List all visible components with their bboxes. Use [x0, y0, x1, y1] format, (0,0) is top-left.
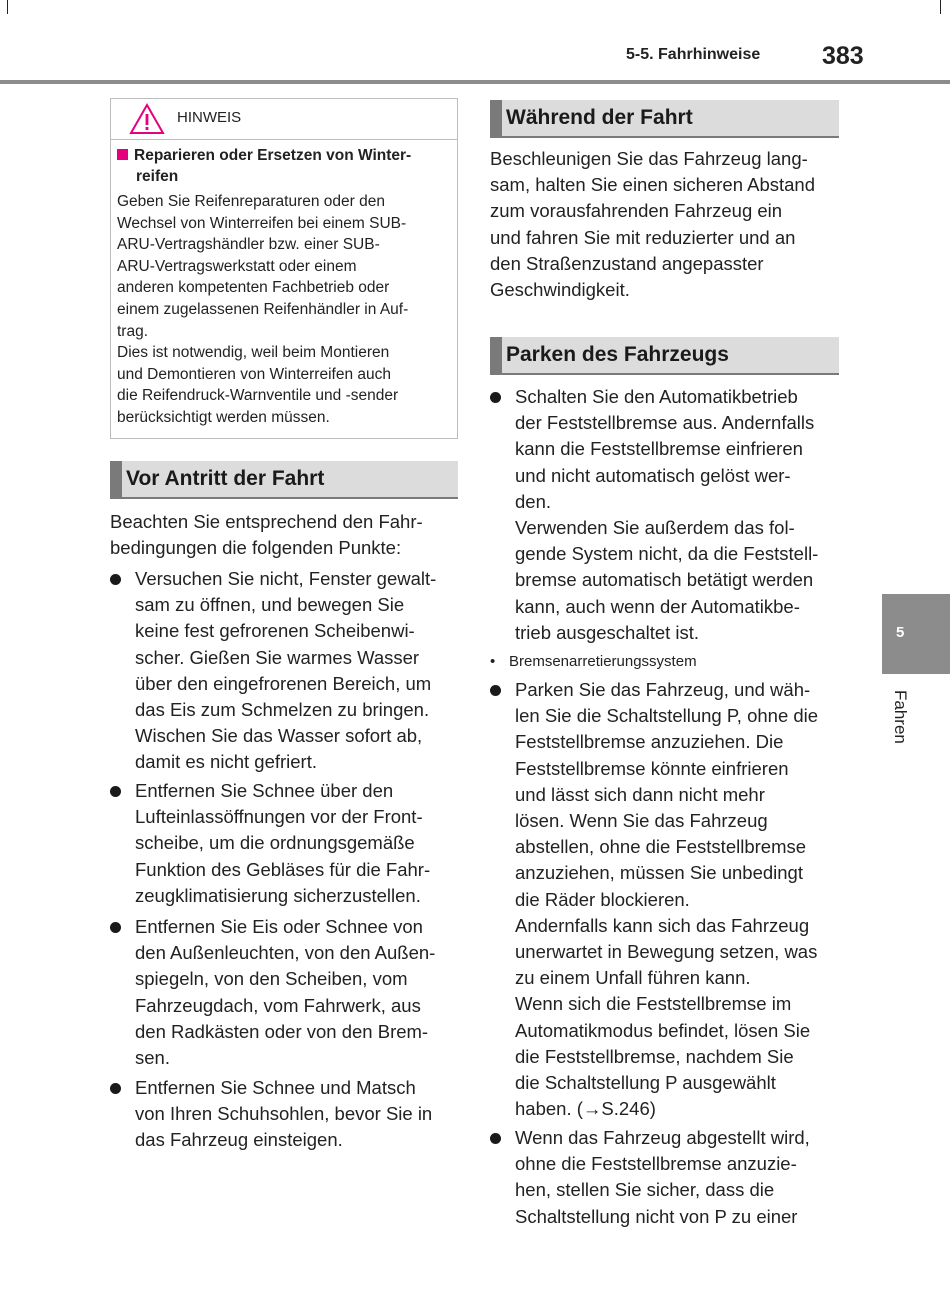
bullet-line: scheibe, um die ordnungsgemäße [135, 832, 415, 854]
notice-body-line: anderen kompetenten Fachbetrieb oder [117, 279, 390, 297]
paragraph-line: Geschwindigkeit. [490, 279, 630, 301]
bullet-dot-icon [110, 574, 121, 585]
bullet-text [135, 914, 435, 1071]
heading-text: Während der Fahrt [506, 106, 693, 129]
bullet-line: und lässt sich dann nicht mehr [515, 783, 765, 805]
bullet-line: ohne die Feststellbremse anzuzie- [515, 1153, 797, 1175]
chapter-number: 5 [896, 624, 905, 641]
warning-triangle-icon [129, 103, 165, 135]
bullet-line: Wenn sich die Feststellbremse im [515, 993, 792, 1015]
bullet-text [515, 1125, 810, 1230]
paragraph-line: Beschleunigen Sie das Fahrzeug lang- [490, 148, 808, 169]
bullet-line: damit es nicht gefriert. [135, 751, 317, 773]
bullet-line: von Ihren Schuhsohlen, bevor Sie in [135, 1103, 433, 1125]
bullet-line: Schaltstellung nicht von P zu einer [515, 1205, 798, 1227]
bullet-line: len Sie die Schaltstellung P, ohne die [515, 705, 819, 727]
bullet-line: Wenn das Fahrzeug abgestellt wird, [515, 1127, 810, 1148]
small-bullet-icon: • [490, 653, 496, 670]
bullet-line: Funktion des Gebläses für die Fahr- [135, 858, 431, 880]
bullet-line: den Radkästen oder von den Brem- [135, 1020, 429, 1042]
notice-body-line: die Reifendruck-Warnventile und -sender [117, 387, 399, 405]
bullet-text [135, 566, 436, 776]
notice-box [110, 98, 458, 439]
notice-body-line: Wechsel von Winterreifen bei einem SUB- [117, 214, 407, 232]
heading-text: Vor Antritt der Fahrt [126, 467, 325, 490]
bullet-line: unerwartet in Bewegung setzen, was [515, 941, 818, 963]
bullet-text [135, 778, 430, 909]
bullet-text [515, 677, 818, 1122]
notice-body-line: einem zugelassenen Reifenhändler in Auf- [117, 300, 409, 318]
notice-body-line: trag. [117, 322, 149, 340]
chapter-label [885, 690, 915, 750]
bullet-line: kann die Feststellbremse einfrieren [515, 438, 803, 460]
bullet-line: Feststellbremse könnte einfrieren [515, 757, 789, 779]
bullet-line: über den eingefrorenen Bereich, um [135, 672, 432, 694]
square-bullet-icon [117, 149, 128, 160]
bullet-line: Entfernen Sie Eis oder Schnee von [135, 916, 423, 937]
notice-subtitle-line: reifen [136, 168, 179, 185]
bullet-line: der Feststellbremse aus. Andernfalls [515, 412, 815, 434]
notice-subtitle-line: Reparieren oder Ersetzen von Winter- [134, 147, 412, 164]
notice-subtitle [117, 145, 453, 187]
heading-accent [490, 100, 502, 136]
bullet-dot-icon [490, 392, 501, 403]
intro-line: bedingungen die folgenden Punkte: [110, 537, 402, 559]
heading-accent [490, 337, 502, 373]
notice-body-line: berücksichtigt werden müssen. [117, 408, 330, 426]
bullet-line: Andernfalls kann sich das Fahrzeug [515, 914, 810, 936]
heading-vor-antritt [110, 461, 458, 499]
bullet-line: Feststellbremse anzuziehen. Die [515, 731, 784, 753]
bullet-line: Wischen Sie das Wasser sofort ab, [135, 725, 423, 747]
bullet-dot-icon [110, 922, 121, 933]
intro-line: Beachten Sie entsprechend den Fahr- [110, 511, 423, 532]
notice-header [111, 99, 457, 140]
bullet-line: Versuchen Sie nicht, Fenster gewalt- [135, 568, 437, 589]
bullet-line: sam zu öffnen, und bewegen Sie [135, 594, 405, 616]
bullet-line: zu einem Unfall führen kann. [515, 967, 751, 989]
bullet-line: gende System nicht, da die Feststell- [515, 543, 819, 565]
heading-accent [110, 461, 122, 497]
bullet-line: Lufteinlassöffnungen vor der Front- [135, 806, 423, 828]
header-rule [0, 80, 950, 84]
bullet-line: und nicht automatisch gelöst wer- [515, 464, 791, 486]
bullet-line: scher. Gießen Sie warmes Wasser [135, 646, 420, 668]
bullet-line: die Feststellbremse, nachdem Sie [515, 1045, 794, 1067]
bullet-dot-icon [490, 1133, 501, 1144]
bullet-line: bremse automatisch betätigt werden [515, 569, 814, 591]
crop-mark-right [940, 0, 941, 14]
bullet-line: Automatikmodus befindet, lösen Sie [515, 1019, 811, 1041]
bullet-text [515, 384, 818, 646]
page-number: 383 [822, 42, 864, 70]
paragraph-line: sam, halten Sie einen sicheren Abstand [490, 174, 815, 196]
chapter-tab [882, 594, 950, 674]
bullet-line: Parken Sie das Fahrzeug, und wäh- [515, 679, 811, 700]
heading-parken [490, 337, 839, 375]
heading-waehrend-fahrt [490, 100, 839, 138]
bullet-line: die Schaltstellung P ausgewählt [515, 1072, 776, 1094]
bullet-text [135, 1075, 432, 1154]
bullet-line: haben. (→S.246) [515, 1098, 656, 1120]
bullet-line: sen. [135, 1047, 170, 1069]
bullet-line: anzuziehen, müssen Sie unbedingt [515, 862, 803, 884]
paragraph-line: und fahren Sie mit reduzierter und an [490, 226, 796, 248]
sub-bullet-text: Bremsenarretierungssystem [509, 653, 697, 670]
notice-body-line: ARU-Vertragshändler bzw. einer SUB- [117, 236, 380, 254]
notice-body-line: und Demontieren von Winterreifen auch [117, 365, 391, 383]
intro-paragraph [110, 509, 460, 561]
paragraph-line: zum vorausfahrenden Fahrzeug ein [490, 200, 783, 222]
bullet-dot-icon [490, 685, 501, 696]
notice-body-line: Dies ist notwendig, weil beim Montieren [117, 344, 390, 362]
bullet-dot-icon [110, 786, 121, 797]
notice-body [117, 191, 453, 429]
bullet-line: trieb ausgeschaltet ist. [515, 621, 700, 643]
bullet-line: die Räder blockieren. [515, 888, 690, 910]
paragraph-line: den Straßenzustand angepasster [490, 252, 764, 274]
bullet-line: den. [515, 490, 552, 512]
section-title: 5-5. Fahrhinweise [626, 46, 761, 63]
notice-body-line: ARU-Vertragswerkstatt oder einem [117, 257, 357, 275]
bullet-line: den Außenleuchten, von den Außen- [135, 942, 436, 964]
bullet-line: Schalten Sie den Automatikbetrieb [515, 386, 798, 407]
bullet-line: hen, stellen Sie sicher, dass die [515, 1179, 775, 1201]
bullet-dot-icon [110, 1083, 121, 1094]
bullet-line: Entfernen Sie Schnee und Matsch [135, 1077, 416, 1098]
bullet-line: lösen. Wenn Sie das Fahrzeug [515, 810, 768, 832]
bullet-line: spiegeln, von den Scheiben, vom [135, 968, 408, 990]
bullet-line: keine fest gefrorenen Scheibenwi- [135, 620, 415, 642]
bullet-line: das Eis zum Schmelzen zu bringen. [135, 699, 430, 721]
bullet-line: das Fahrzeug einsteigen. [135, 1129, 343, 1151]
notice-body-line: Geben Sie Reifenreparaturen oder den [117, 193, 385, 210]
bullet-line: kann, auch wenn der Automatikbe- [515, 595, 800, 617]
bullet-line: Entfernen Sie Schnee über den [135, 780, 394, 801]
driving-paragraph [490, 146, 840, 303]
bullet-line: Fahrzeugdach, vom Fahrwerk, aus [135, 994, 421, 1016]
bullet-line: zeugklimatisierung sicherzustellen. [135, 884, 421, 906]
chapter-label-text: Fahren [891, 690, 910, 744]
crop-mark-left [7, 0, 8, 14]
bullet-line: abstellen, ohne die Feststellbremse [515, 836, 807, 858]
bullet-line: Verwenden Sie außerdem das fol- [515, 517, 795, 539]
heading-text: Parken des Fahrzeugs [506, 343, 729, 366]
notice-title: HINWEIS [177, 109, 242, 126]
